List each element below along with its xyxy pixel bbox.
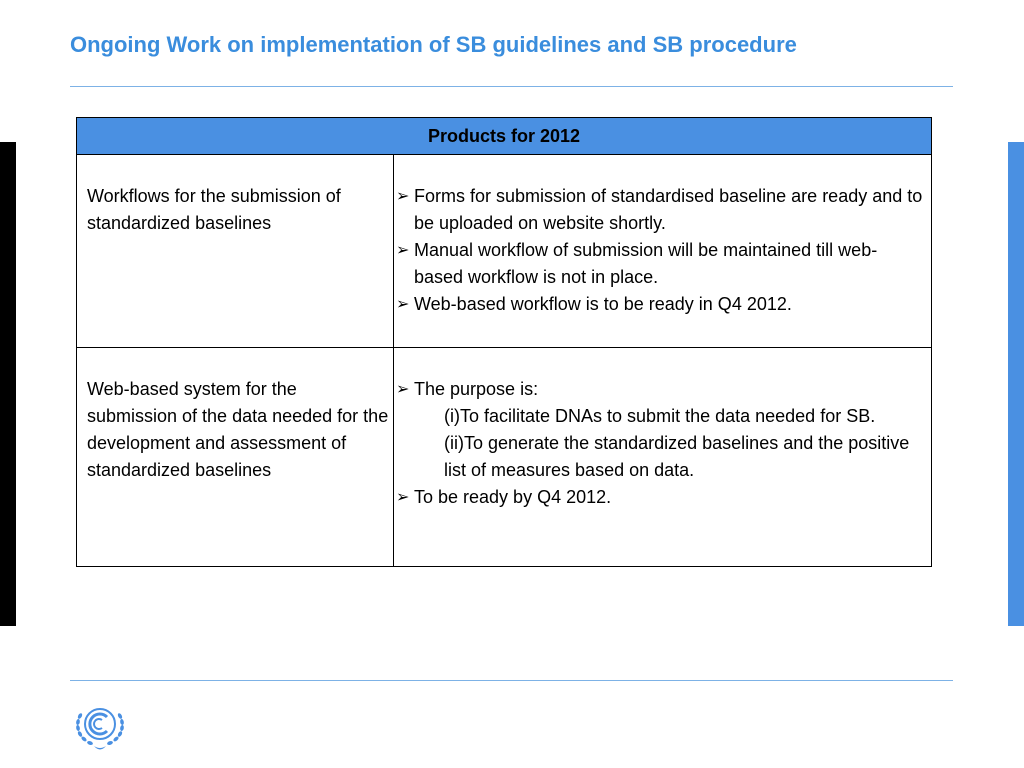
arrow-bullet-icon: ➢ (396, 381, 410, 398)
arrow-bullet-icon: ➢ (396, 188, 410, 205)
list-item (394, 376, 925, 484)
list-item-text: Web-based workflow is to be ready in Q4 2012. (414, 294, 792, 314)
arrow-bullet-icon: ➢ (396, 296, 410, 313)
bullet-list (394, 376, 925, 511)
bullet-list (394, 183, 925, 318)
unfccc-logo (68, 700, 132, 752)
table-row (77, 348, 932, 567)
title-divider (70, 86, 953, 87)
list-item-text: The purpose is: (414, 379, 539, 399)
products-table (76, 117, 932, 567)
arrow-bullet-icon: ➢ (396, 489, 410, 506)
right-accent-bar (1008, 142, 1024, 626)
table-row (77, 155, 932, 348)
list-item (394, 183, 925, 237)
sub-item: (i)To facilitate DNAs to submit the data needed for SB. (444, 406, 876, 426)
list-item-text: Forms for submission of standardised baseline are ready and to be uploaded on website shortly. (414, 186, 923, 233)
list-item (394, 291, 925, 318)
sub-item: (ii)To generate the standardized baselines and the positive list of measures based on data. (444, 433, 910, 480)
footer-divider (70, 680, 953, 681)
products-table-header: Products for 2012 (77, 118, 932, 155)
slide-title: Ongoing Work on implementation of SB guidelines and SB procedure (70, 32, 797, 57)
list-item (394, 484, 925, 511)
row-details (394, 348, 932, 567)
left-accent-bar (0, 142, 16, 626)
row-label: Web-based system for the submission of the data needed for the development and assessment of standardized baselines (77, 348, 394, 567)
list-item-text: To be ready by Q4 2012. (414, 487, 612, 507)
row-label: Workflows for the submission of standardized baselines (77, 155, 394, 348)
list-item-text: Manual workflow of submission will be maintained till web-based workflow is not in place. (414, 240, 878, 287)
arrow-bullet-icon: ➢ (396, 242, 410, 259)
list-item (394, 237, 925, 291)
row-details (394, 155, 932, 348)
